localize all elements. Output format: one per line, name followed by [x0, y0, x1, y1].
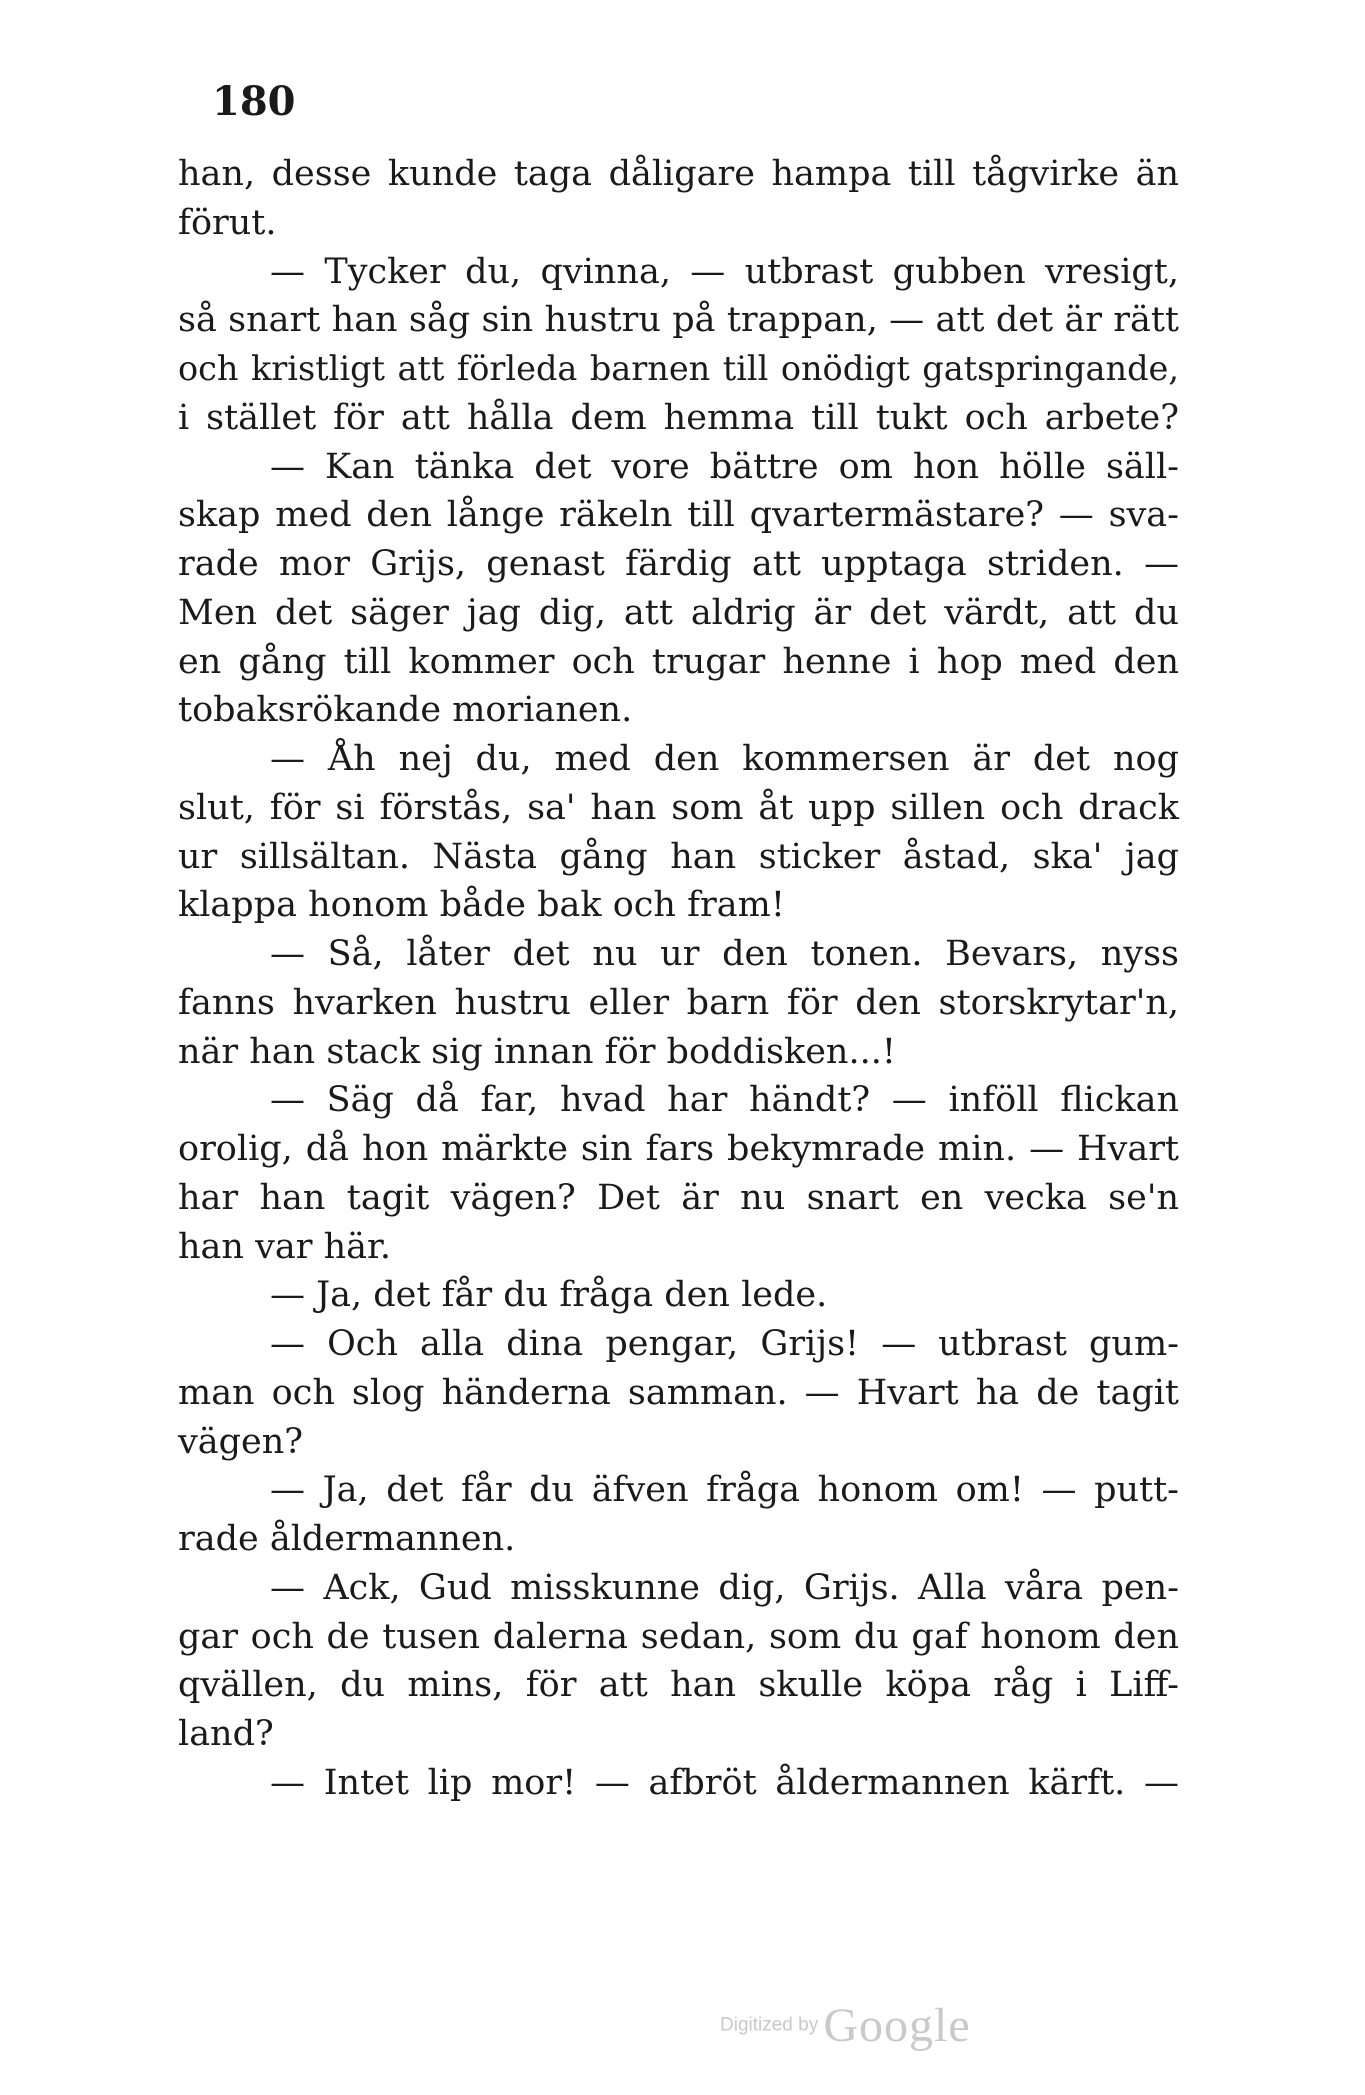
text-line: i stället för att hålla dem hemma till tukt och arbete? — [178, 397, 1179, 438]
text-line: han var här. — [178, 1226, 391, 1267]
text-line: — Åh nej du, med den kommersen är det nog — [270, 739, 1179, 779]
text-line: — Ja, det får du äfven fråga honom om! — putt- — [270, 1470, 1179, 1511]
text-line: vägen? — [178, 1421, 304, 1462]
text-line: och kristligt att förleda barnen till onödigt gatspringande, — [178, 349, 1179, 388]
text-line: skap med den långe räkeln till qvartermästare? — sva- — [178, 495, 1179, 536]
text-line: rade åldermannen. — [178, 1519, 516, 1559]
text-line: en gång till kommer och trugar henne i hop med den — [178, 641, 1179, 682]
body-text — [178, 150, 1179, 1808]
text-line: — Och alla dina pengar, Grijs! — utbrast gum- — [270, 1324, 1179, 1364]
text-line: land? — [178, 1714, 274, 1754]
text-line: han, desse kunde taga dåligare hampa till tågvirke än — [178, 154, 1179, 194]
text-line: — Tycker du, qvinna, — utbrast gubben vresigt, — [270, 251, 1179, 292]
text-line: fanns hvarken hustru eller barn för den storskrytar'n, — [178, 982, 1179, 1023]
text-line: — Intet lip mor! — afbröt åldermannen kärft. — — [270, 1762, 1179, 1803]
text-line: tobaksrökande morianen. — [178, 690, 633, 731]
text-line: rade mor Grijs, genast färdig att upptaga striden. — — [178, 544, 1179, 584]
text-line: när han stack sig innan för boddisken...! — [178, 1031, 896, 1072]
text-line: — Ack, Gud misskunne dig, Grijs. Alla våra pen- — [270, 1567, 1179, 1608]
text-line: orolig, då hon märkte sin fars bekymrade min. — Hvart — [178, 1129, 1179, 1169]
text-line: förut. — [178, 202, 277, 243]
text-line: så snart han såg sin hustru på trappan, — att det är rätt — [178, 300, 1179, 341]
page-number: 180 — [212, 78, 296, 125]
text-line: slut, för si förstås, sa' han som åt upp sillen och drack — [178, 787, 1179, 828]
text-line: — Kan tänka det vore bättre om hon hölle säll- — [270, 446, 1179, 487]
text-line: qvällen, du mins, för att han skulle köpa råg i Liff- — [178, 1665, 1179, 1706]
text-line: har han tagit vägen? Det är nu snart en vecka se'n — [178, 1177, 1179, 1218]
text-line: Men det säger jag dig, att aldrig är det värdt, att du — [178, 592, 1179, 633]
digitization-watermark — [720, 1998, 971, 2053]
text-line: gar och de tusen dalerna sedan, som du gaf honom den — [178, 1616, 1179, 1657]
text-line: — Så, låter det nu ur den tonen. Bevars, nyss — [270, 934, 1179, 974]
watermark-brand: Google — [823, 1999, 971, 2052]
text-line: klappa honom både bak och fram! — [178, 885, 785, 926]
watermark-prefix: Digitized by — [720, 2014, 819, 2036]
text-line: man och slog händerna samman. — Hvart ha de tagit — [178, 1372, 1179, 1413]
text-line: — Ja, det får du fråga den lede. — [270, 1275, 828, 1316]
text-line: — Säg då far, hvad har händt? — inföll flickan — [270, 1080, 1179, 1121]
text-line: ur sillsältan. Nästa gång han sticker åstad, ska' jag — [178, 836, 1179, 877]
